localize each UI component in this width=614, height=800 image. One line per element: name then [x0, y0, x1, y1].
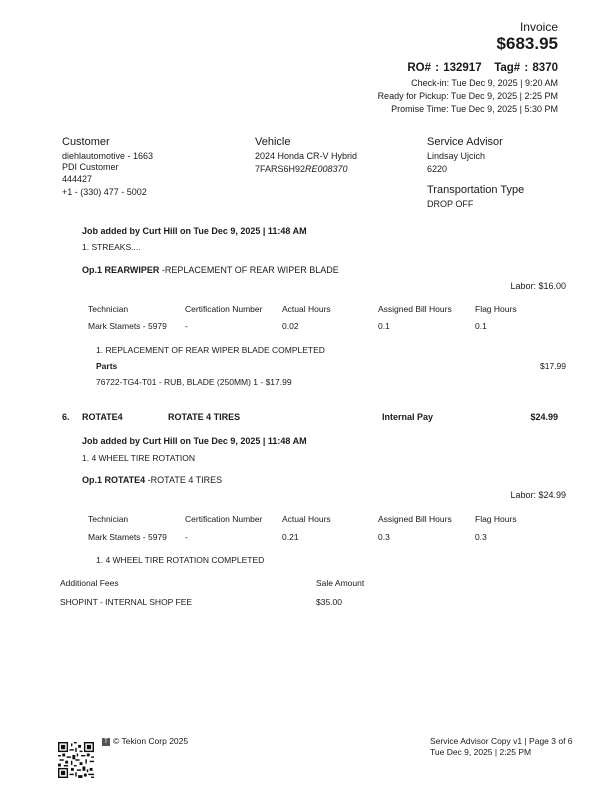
- fees-amount-heading: Sale Amount: [316, 578, 365, 588]
- job1-parts-label: Parts: [96, 361, 118, 371]
- job6-pay-type: Internal Pay: [382, 412, 434, 422]
- job6-amount: $24.99: [530, 412, 558, 422]
- job1-labor-text: Labor: $16.00: [510, 281, 566, 291]
- print-date: Tue Dec 9, 2025 | 2:25 PM: [430, 747, 532, 757]
- fees-heading: Additional Fees: [60, 578, 119, 588]
- job1-col-bill: Assigned Bill Hours: [378, 304, 452, 314]
- ro-tag-line: [407, 62, 558, 74]
- customer-heading: Customer: [62, 136, 110, 148]
- job6-concern: 1. 4 WHEEL TIRE ROTATION: [82, 453, 196, 463]
- job6-completed: 1. 4 WHEEL TIRE ROTATION COMPLETED: [96, 555, 265, 565]
- job6-col-tech: Technician: [88, 514, 129, 524]
- job1-op: [82, 265, 339, 275]
- job6-col-flag: Flag Hours: [475, 514, 517, 524]
- tag-number: Tag# : 8370: [494, 62, 558, 74]
- job1-cert: -: [185, 321, 188, 331]
- job6-code: ROTATE4: [82, 412, 123, 422]
- job6-labor-text: Labor: $24.99: [510, 490, 566, 500]
- job6-op: [82, 475, 222, 485]
- promise-time: Promise Time: Tue Dec 9, 2025 | 5:30 PM: [391, 104, 558, 114]
- job6-cert: -: [185, 532, 188, 542]
- job6-number: 6.: [62, 412, 70, 422]
- vin-prefix: 7FARS6H92: [255, 164, 306, 174]
- qr-code-icon: [58, 742, 94, 778]
- job1-part-line: 76722-TG4-T01 - RUB, BLADE (250MM) 1 - $17.99: [96, 377, 292, 387]
- job1-completed: 1. REPLACEMENT OF REAR WIPER BLADE COMPLETED: [96, 345, 325, 355]
- job6-col-actual: Actual Hours: [282, 514, 331, 524]
- job1-concern: 1. STREAKS....: [82, 242, 141, 252]
- customer-type: PDI Customer: [62, 162, 119, 172]
- copyright: © Tekion Corp 2025: [113, 736, 189, 746]
- vehicle-vin: [255, 164, 348, 174]
- fee-amount: $35.00: [316, 597, 342, 607]
- job1-col-actual: Actual Hours: [282, 304, 331, 314]
- vin-suffix: RE008370: [305, 164, 348, 174]
- job1-op-code: Op.1 REARWIPER: [82, 265, 160, 275]
- job6-op-code: Op.1 ROTATE4: [82, 475, 146, 485]
- ro-number: RO# : 132917: [407, 62, 482, 74]
- job6-labor: [510, 490, 566, 500]
- job1-col-cert: Certification Number: [185, 304, 263, 314]
- invoice-total: $683.95: [496, 34, 558, 53]
- job6-title: ROTATE 4 TIRES: [168, 412, 241, 422]
- job6-tech: Mark Stamets - 5979: [88, 532, 167, 542]
- job1-labor: [510, 281, 566, 291]
- customer-name: diehlautomotive - 1663: [62, 151, 154, 161]
- job6-op-desc: -ROTATE 4 TIRES: [145, 475, 223, 485]
- transport-heading: Transportation Type: [427, 184, 525, 196]
- job6-added: Job added by Curt Hill on Tue Dec 9, 2025 | 11:48 AM: [82, 436, 307, 446]
- checkin-time: Check-in: Tue Dec 9, 2025 | 9:20 AM: [411, 78, 558, 88]
- vehicle-heading: Vehicle: [255, 136, 291, 148]
- transport-value: DROP OFF: [427, 199, 474, 209]
- job6-actual: 0.21: [282, 532, 299, 542]
- customer-block: [62, 151, 153, 173]
- ready-time: Ready for Pickup: Tue Dec 9, 2025 | 2:25 PM: [377, 91, 558, 101]
- job6-bill: 0.3: [378, 532, 390, 542]
- fee-item: SHOPINT - INTERNAL SHOP FEE: [60, 597, 193, 607]
- job6-flag: 0.3: [475, 532, 487, 542]
- advisor-name: Lindsay Ujcich: [427, 151, 486, 161]
- job6-col-bill: Assigned Bill Hours: [378, 514, 452, 524]
- job1-op-desc: -REPLACEMENT OF REAR WIPER BLADE: [159, 265, 339, 275]
- tekion-logo-icon: T: [102, 738, 110, 746]
- advisor-heading: Service Advisor: [427, 136, 503, 148]
- job1-flag: 0.1: [475, 321, 487, 331]
- doc-title: Invoice: [519, 20, 558, 34]
- customer-phone: +1 - (330) 477 - 5002: [62, 187, 147, 197]
- job6-col-cert: Certification Number: [185, 514, 263, 524]
- vehicle-model: 2024 Honda CR-V Hybrid: [255, 151, 358, 161]
- job1-added: Job added by Curt Hill on Tue Dec 9, 2025 | 11:48 AM: [82, 226, 307, 236]
- job1-parts-total: $17.99: [540, 361, 566, 371]
- advisor-id: 6220: [427, 164, 448, 174]
- job1-col-flag: Flag Hours: [475, 304, 517, 314]
- job1-col-tech: Technician: [88, 304, 129, 314]
- job1-tech: Mark Stamets - 5979: [88, 321, 167, 331]
- job1-actual: 0.02: [282, 321, 299, 331]
- customer-number: 444427: [62, 174, 93, 184]
- copy-page-info: Service Advisor Copy v1 | Page 3 of 6: [430, 736, 573, 746]
- job1-bill: 0.1: [378, 321, 390, 331]
